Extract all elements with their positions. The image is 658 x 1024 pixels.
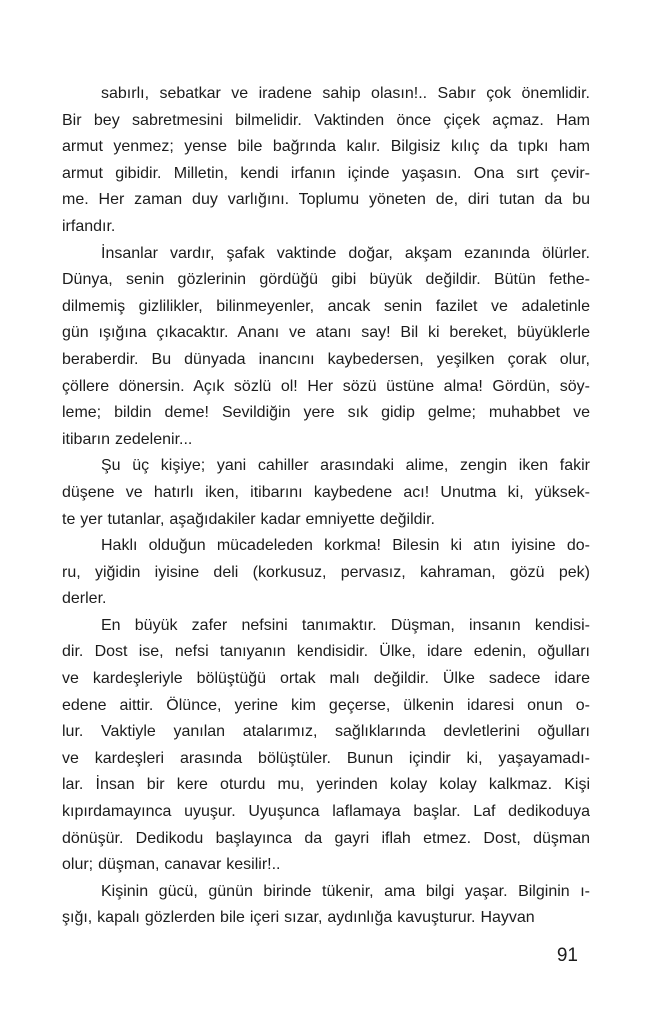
page-number: 91: [556, 945, 578, 966]
text-line: Dünya, senin gözlerinin gördüğü gibi büyük değildir. Bütün fethe-: [62, 271, 590, 289]
paragraph: [62, 453, 590, 533]
text-line: kıpırdamayınca uyuşur. Uyuşunca laflamaya başlar. Laf dedikoduya: [62, 803, 590, 821]
text-line: çöllere dönersin. Açık sözlü ol! Her sözü üstüne alma! Gördün, söy-: [62, 377, 590, 395]
paragraph: [62, 81, 590, 241]
text-line: dönüşür. Dedikodu başlayınca da gayri iflah etmez. Dost, düşman: [62, 829, 590, 847]
text-line: irfandır.: [62, 217, 116, 235]
text-line: Haklı olduğun mücadeleden korkma! Bilesin ki atın iyisine do-: [101, 537, 590, 555]
text-line: armut gibidir. Milletin, kendi irfanın içinde yaşasın. Ona sırt çevir-: [62, 164, 590, 182]
text-line: Şu üç kişiye; yani cahiller arasındaki alime, zengin iken fakir: [101, 457, 590, 475]
text-line: itibarın zedelenir...: [62, 430, 193, 448]
paragraph: [62, 241, 590, 454]
text-line: beraberdir. Bu dünyada inancını kaybedersen, yeşilken çorak olur,: [62, 350, 590, 368]
text-line: ru, yiğidin iyisine deli (korkusuz, pervasız, kahraman, gözü pek): [62, 563, 590, 581]
text-line: edene aittir. Ölünce, yerine kim geçerse, ülkenin idaresi onun o-: [62, 696, 590, 714]
text-line: lar. İnsan bir kere oturdu mu, yerinden kolay kolay kalkmaz. Kişi: [62, 776, 590, 794]
text-line: ve kardeşleri arasında bölüştüler. Bunun içindir ki, yaşayamadı-: [62, 749, 590, 767]
text-line: Bir bey sabretmesini bilmelidir. Vaktinden önce çiçek açmaz. Ham: [62, 111, 590, 129]
text-line: ve kardeşleriyle bölüştüğü ortak malı değildir. Ülke sadece idare: [62, 670, 590, 688]
text-line: te yer tutanlar, aşağıdakiler kadar emniyette değildir.: [62, 510, 435, 528]
text-line: İnsanlar vardır, şafak vaktinde doğar, akşam ezanında ölürler.: [101, 244, 590, 262]
text-line: düşene ve hatırlı iken, itibarını kaybedene acı! Unutma ki, yüksek-: [62, 483, 590, 501]
text-line: Kişinin gücü, günün birinde tükenir, ama bilgi yaşar. Bilginin ı-: [101, 882, 590, 900]
text-line: sabırlı, sebatkar ve iradene sahip olasın!.. Sabır çok önemlidir.: [101, 85, 590, 102]
text-line: leme; bildin deme! Sevildiğin yere sık gidip gelme; muhabbet ve: [62, 404, 590, 422]
text-line: gün ışığına çıkacaktır. Ananı ve atanı say! Bil ki bereket, büyüklerle: [62, 324, 590, 342]
paragraph: [62, 533, 590, 613]
text-line: me. Her zaman duy varlığını. Toplumu yöneten de, diri tutan da bu: [62, 191, 590, 209]
text-line: En büyük zafer nefsini tanımaktır. Düşman, insanın kendisi-: [101, 616, 590, 634]
page-text: [62, 81, 590, 932]
text-line: derler.: [62, 590, 107, 608]
text-line: lur. Vaktiyle yanılan atalarımız, sağlıklarında devletlerini oğulları: [62, 723, 590, 741]
text-line: olur; düşman, canavar kesilir!..: [62, 856, 281, 874]
text-line: armut yenmez; yense bile bağrında kalır. Bilgisiz kılıç da tıpkı ham: [62, 138, 590, 156]
text-line: şığı, kapalı gözlerden bile içeri sızar, aydınlığa kavuşturur. Hayvan: [62, 909, 535, 927]
text-line: dilmemiş gizlilikler, bilinmeyenler, ancak senin fazilet ve adaletinle: [62, 297, 590, 315]
paragraph: [62, 613, 590, 879]
paragraph: [62, 879, 590, 932]
text-line: dir. Dost ise, nefsi tanıyanın kendisidir. Ülke, idare edenin, oğulları: [62, 643, 590, 661]
